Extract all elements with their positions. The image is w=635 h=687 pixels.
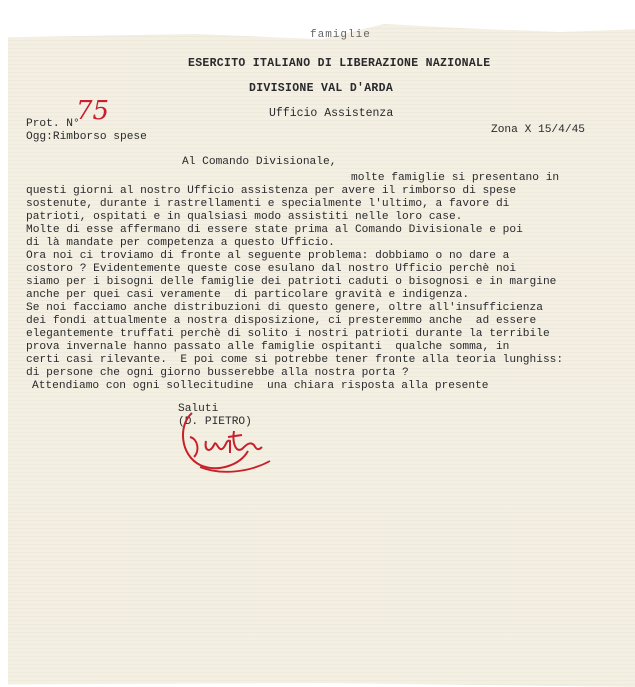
body-line: patrioti, ospitati e in qualsiasi modo assistiti nelle loro case. bbox=[26, 211, 463, 223]
header-line-3: Ufficio Assistenza bbox=[269, 107, 394, 120]
body-line: Se noi facciamo anche distribuzioni di questo genere, oltre all'insufficienza bbox=[26, 302, 543, 314]
closing-salute: Saluti bbox=[178, 403, 219, 415]
body-line: siamo per i bisogni delle famiglie dei patrioti caduti o bisognosi e in margine bbox=[26, 276, 557, 288]
body-line: certi casi rilevante. E poi come si potrebbe tener fronte alla teoria lunghiss: bbox=[26, 354, 564, 366]
zone-date: Zona X 15/4/45 bbox=[491, 124, 585, 136]
protocol-number: 75 bbox=[76, 96, 110, 126]
body-line: dei fondi attualmente a nostra disposizione, ci presteremmo anche ad essere bbox=[26, 315, 537, 327]
handwritten-signature-icon bbox=[170, 395, 280, 485]
body-line: costoro ? Evidentemente queste cose esulano dal nostro Ufficio perchè noi bbox=[26, 263, 517, 275]
subject-line: Ogg:Rimborso spese bbox=[26, 131, 147, 143]
header-line-1: ESERCITO ITALIANO DI LIBERAZIONE NAZIONALE bbox=[188, 57, 491, 70]
addressee: Al Comando Divisionale, bbox=[182, 156, 337, 168]
body-line: questi giorni al nostro Ufficio assistenza per avere il rimborso di spese bbox=[26, 185, 517, 197]
body-line: di persone che ogni giorno busserebbe alla nostra porta ? bbox=[26, 367, 409, 379]
header-line-2: DIVISIONE VAL D'ARDA bbox=[249, 82, 394, 95]
body-line: Ora noi ci troviamo di fronte al seguente problema: dobbiamo o no dare a bbox=[26, 250, 510, 262]
body-line: elegantemente truffati perchè di solito i nostri patrioti durante la terribile bbox=[26, 328, 550, 340]
body-line: Molte di esse affermano di essere state prima al Comando Divisionale e poi bbox=[26, 224, 523, 236]
closing-signer: (D. PIETRO) bbox=[178, 416, 252, 428]
body-line: molte famiglie si presentano in bbox=[351, 172, 560, 184]
body-line: prova invernale hanno passato alle famiglie ospitanti qualche somma, in bbox=[26, 341, 510, 353]
body-line: di là mandate per competenza a questo Ufficio. bbox=[26, 237, 335, 249]
body-line: sostenute, durante i rastrellamenti e specialmente l'ultimo, a favore di bbox=[26, 198, 510, 210]
protocol-label: Prot. N° bbox=[26, 118, 80, 130]
top-cut-text: famiglie bbox=[310, 29, 371, 41]
body-line: anche per quei casi veramente di particolare gravità e indigenza. bbox=[26, 289, 470, 301]
body-line: Attendiamo con ogni sollecitudine una chiara risposta alla presente bbox=[32, 380, 489, 392]
